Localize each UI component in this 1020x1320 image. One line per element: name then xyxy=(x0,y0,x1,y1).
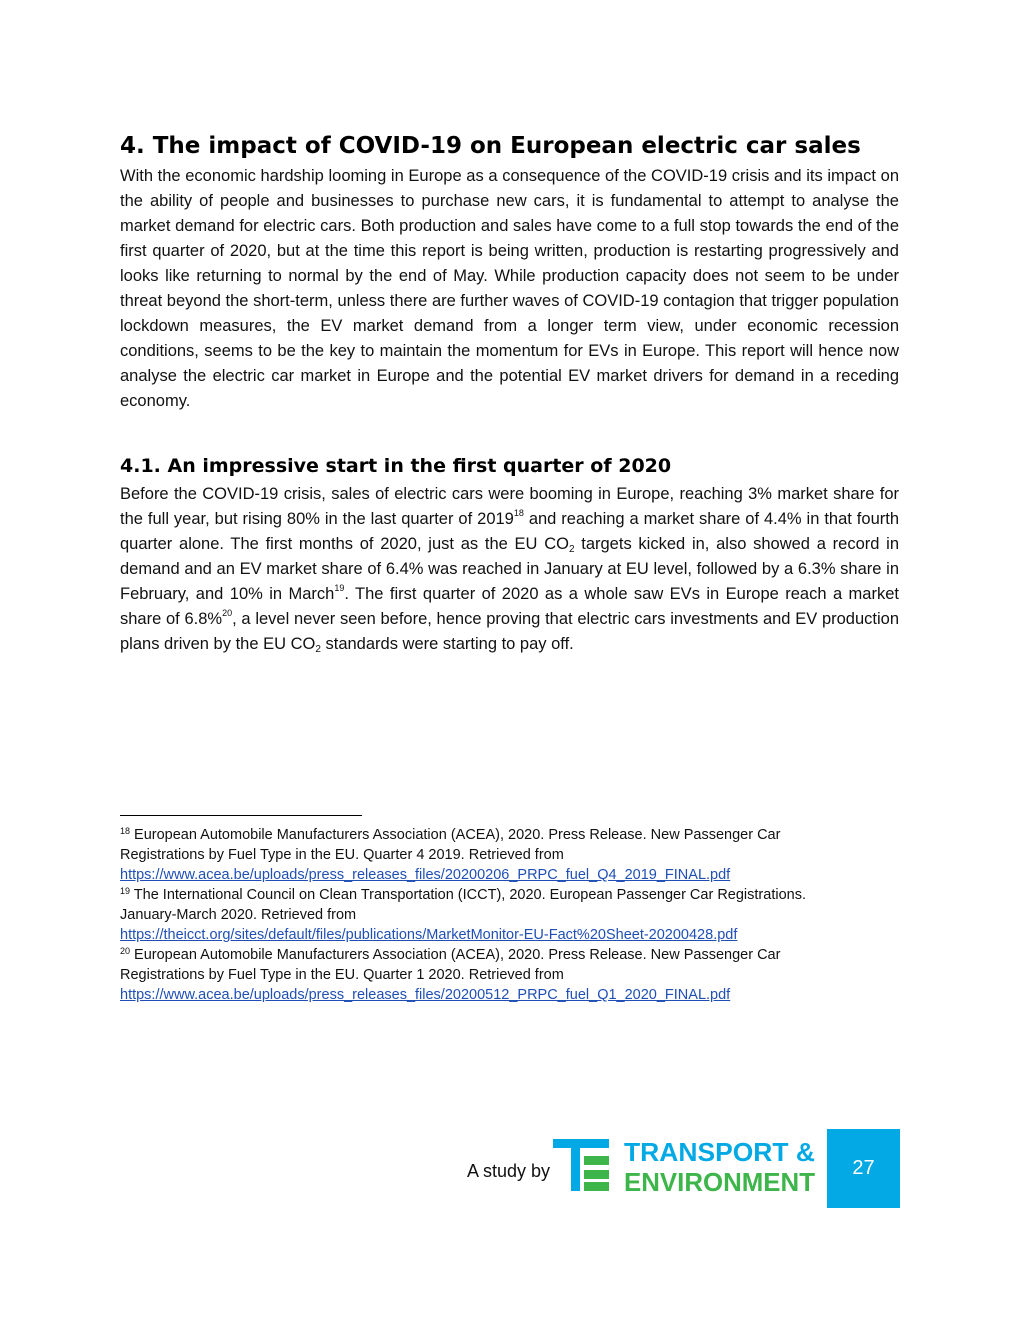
text-segment: targets kicked in, also showed a record in demand and an EV market share of 6.4% was reached in January at EU level, followed by a 6.3% share in February, and 10% in March xyxy=(120,535,899,603)
section-heading: 4. The impact of COVID-19 on European electric car sales xyxy=(120,133,861,159)
footnote-number: 19 xyxy=(120,886,131,896)
section-paragraph: With the economic hardship looming in Europe as a consequence of the COVID-19 crisis and its impact on the ability of people and businesses to purchase new cars, it is fundamental to attempt to analyse the market demand for electric cars. Both production and sales have come to a full stop towards the end of the first quarter of 2020, but at the time this report is being written, production is restarting progressively and looks like returning to normal by the end of May. While production capacity does not seem to be under threat beyond the short-term, unless there are further waves of COVID-19 contagion that trigger population lockdown measures, the EV market demand from a longer term view, under economic recession conditions, seems to be the key to maintain the momentum for EVs in Europe. This report will hence now analyse the electric car market in Europe and the potential EV market drivers for demand in a receding economy. xyxy=(120,167,899,410)
study-by-label: A study by xyxy=(467,1161,551,1181)
footnote-number: 20 xyxy=(120,946,131,956)
te-logo-icon xyxy=(553,1139,609,1191)
logo-transport-text: TRANSPORT & xyxy=(624,1137,815,1167)
footnote-19 xyxy=(120,885,910,905)
transport-environment-logo xyxy=(553,1136,817,1196)
footnote-link[interactable]: https://theicct.org/sites/default/files/publications/MarketMonitor-EU-Fact%20Sheet-20200428.pdf xyxy=(120,927,738,943)
footnote-text-line: Registrations by Fuel Type in the EU. Quarter 1 2020. Retrieved from xyxy=(120,967,564,983)
logo-environment-text: ENVIRONMENT xyxy=(624,1167,816,1196)
subsection-heading: 4.1. An impressive start in the first quarter of 2020 xyxy=(120,455,672,477)
page-number: 27 xyxy=(852,1157,875,1179)
text-segment: . The first quarter of 2020 as a whole saw EVs in Europe reach a market share of 6.8% xyxy=(120,585,899,628)
footnote-link[interactable]: https://www.acea.be/uploads/press_releases_files/20200512_PRPC_fuel_Q1_2020_FINAL.pdf xyxy=(120,987,731,1003)
page-number-badge xyxy=(827,1129,900,1208)
text-segment: standards were starting to pay off. xyxy=(320,635,574,653)
text-segment: , a level never seen before, hence proving that electric cars investments and EV production plans driven by the EU CO xyxy=(120,610,899,653)
footnote-text: European Automobile Manufacturers Association (ACEA), 2020. Press Release. New Passenger Car xyxy=(130,947,781,963)
subscript: 2 xyxy=(315,644,321,655)
text-segment: Before the COVID-19 crisis, sales of electric cars were booming in Europe, reaching 3% market share for the full year, but rising 80% in the last quarter of 2019 xyxy=(120,485,899,528)
footnotes xyxy=(120,825,910,1005)
footnote-18 xyxy=(120,825,910,845)
subsection-paragraph xyxy=(120,482,899,657)
footnote-text-line: Registrations by Fuel Type in the EU. Quarter 4 2019. Retrieved from xyxy=(120,847,564,863)
footnote-text: European Automobile Manufacturers Association (ACEA), 2020. Press Release. New Passenger Car xyxy=(130,827,781,843)
footnote-ref-20[interactable]: 20 xyxy=(222,608,233,618)
footnote-number: 18 xyxy=(120,826,131,836)
subscript: 2 xyxy=(568,544,575,555)
footnote-text: The International Council on Clean Transportation (ICCT), 2020. European Passenger Car Registrations. xyxy=(130,887,806,903)
text-segment: and reaching a market share of 4.4% in that fourth quarter alone. The first months of 2020, just as the EU CO xyxy=(120,510,900,553)
footnote-ref-18[interactable]: 18 xyxy=(513,508,524,518)
footnote-ref-19[interactable]: 19 xyxy=(334,583,345,593)
footnote-text-line: January-March 2020. Retrieved from xyxy=(120,907,357,923)
footnote-separator xyxy=(120,815,362,816)
footnote-20 xyxy=(120,945,910,965)
footnote-link[interactable]: https://www.acea.be/uploads/press_releases_files/20200206_PRPC_fuel_Q4_2019_FINAL.pdf xyxy=(120,867,731,883)
